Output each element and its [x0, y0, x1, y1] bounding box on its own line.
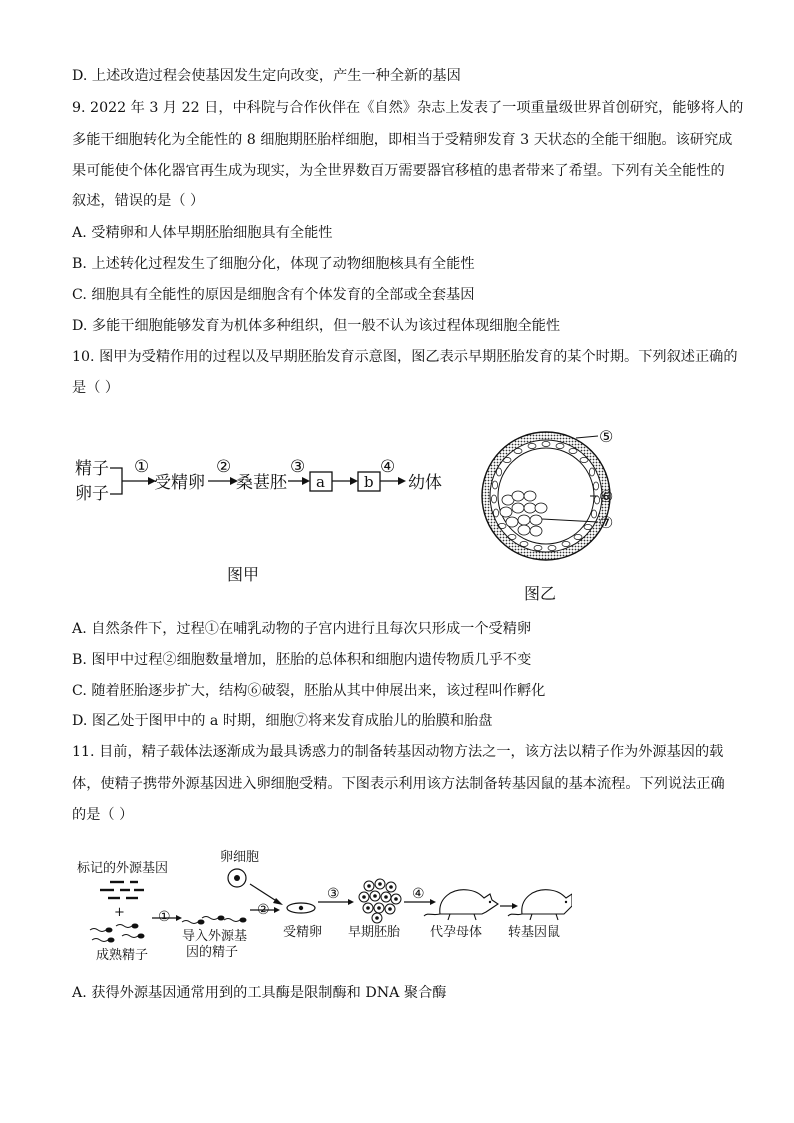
label-sperm: 精子: [75, 459, 109, 479]
label-zygote: 受精卵: [154, 473, 205, 493]
label-sperm-gene-1: 导入外源基: [182, 929, 248, 944]
arrow-q11-3-head: [348, 899, 354, 905]
label-sperm-gene-2: 因的精子: [186, 945, 239, 960]
box-b-label: b: [364, 473, 374, 491]
label-7: ⑦: [599, 513, 614, 532]
q9-option-c: C. 细胞具有全能性的原因是细胞含有个体发育的全部或全套基因: [72, 287, 475, 303]
arrow-q11-2-head: [274, 907, 280, 913]
q8-option-d: D. 上述改造过程会使基因发生定向改变，产生一种全新的基因: [72, 68, 461, 84]
q9-stem-line-3: 果可能使个体化器官再生成为现实，为全世界数百万需要器官移植的患者带来了希望。下列有关全能性的: [72, 163, 725, 179]
surrogate-mouse-icon: [424, 890, 498, 920]
q10-option-a: A. 自然条件下，过程①在哺乳动物的子宫内进行且每次只形成一个受精卵: [72, 621, 532, 637]
label-egg-cell: 卵细胞: [220, 850, 260, 865]
q9-stem-line-1: 9. 2022 年 3 月 22 日，中科院与合作伙伴在《自然》杂志上发表了一项重量级世界首创研究，能够将人的: [72, 100, 744, 116]
zygote-nucleus-icon: [299, 906, 303, 910]
q9-option-d: D. 多能干细胞能够发育为机体多种组织，但一般不认为该过程体现细胞全能性: [72, 318, 561, 334]
egg-nucleus-icon: [234, 875, 240, 881]
step-1-marker: ①: [134, 457, 150, 477]
q9-option-a: A. 受精卵和人体早期胚胎细胞具有全能性: [72, 225, 333, 241]
figure-q11-flow: [72, 846, 572, 962]
q10-stem-line-2: 是（ ）: [72, 380, 120, 396]
label-surrogate: 代孕母体: [430, 925, 483, 940]
caption-yi: 图乙: [524, 584, 557, 603]
label-mature-sperm: 成熟精子: [96, 948, 149, 962]
step-2-marker: ②: [216, 457, 232, 477]
step-q11-1: ①: [158, 909, 171, 925]
label-zygote-q11: 受精卵: [283, 925, 323, 940]
sperm-with-gene-icon: [182, 916, 246, 924]
label-morula: 桑葚胚: [236, 473, 287, 493]
q11-stem-line-2: 体，使精子携带外源基因进入卵细胞受精。下图表示利用该方法制备转基因鼠的基本流程。下列说法正确: [72, 776, 725, 792]
q9-stem-line-4: 叙述，错误的是（ ）: [72, 193, 205, 209]
box-a-label: a: [316, 473, 325, 491]
figure-jia: [70, 448, 450, 588]
gene-fragments-icon: [100, 882, 144, 898]
mature-sperm-icon: [90, 924, 144, 942]
figure-yi: [478, 416, 648, 608]
q11-stem-line-1: 11. 目前，精子载体法逐渐成为最具诱惑力的制备转基因动物方法之一，该方法以精子作为外源基因的载: [72, 744, 724, 760]
q9-stem-line-2: 多能干细胞转化为全能性的 8 细胞期胚胎样细胞，即相当于受精卵发育 3 天状态的全能干细胞。该研究成: [72, 132, 733, 148]
q11-option-a: A. 获得外源基因通常用到的工具酶是限制酶和 DNA 聚合酶: [72, 985, 447, 1001]
arrow-q11-1-head: [176, 915, 182, 921]
arrow-3-head: [302, 477, 310, 485]
step-q11-2: ②: [257, 902, 270, 918]
q11-stem-line-3: 的是（ ）: [72, 807, 134, 823]
label-young: 幼体: [408, 473, 442, 493]
merge-bracket: [110, 468, 122, 494]
label-5: ⑤: [599, 427, 614, 446]
transgenic-mouse-icon: [508, 890, 572, 920]
label-early-embryo: 早期胚胎: [348, 925, 401, 940]
plus-sign: +: [114, 905, 125, 920]
arrow-4-head: [398, 477, 406, 485]
label-transgenic: 转基因鼠: [508, 925, 561, 940]
surrogate-mouse-eye: [489, 901, 491, 903]
label-marked-gene: 标记的外源基因: [77, 861, 169, 876]
label-6: ⑥: [599, 487, 614, 506]
step-3-marker: ③: [290, 457, 306, 477]
arrow-q11-5-head: [512, 903, 518, 909]
transgenic-mouse-eye: [565, 901, 567, 903]
arrow-a-b-head: [350, 477, 358, 485]
step-q11-3: ③: [327, 886, 340, 902]
arrow-egg: [250, 884, 278, 902]
caption-jia: 图甲: [227, 565, 260, 584]
step-4-marker: ④: [380, 457, 396, 477]
q9-option-b: B. 上述转化过程发生了细胞分化，体现了动物细胞核具有全能性: [72, 256, 475, 272]
arrow-q11-4-head: [430, 899, 436, 905]
q10-stem-line-1: 10. 图甲为受精作用的过程以及早期胚胎发育示意图，图乙表示早期胚胎发育的某个时期。下列叙述正确的: [72, 349, 738, 365]
q10-option-c: C. 随着胚胎逐步扩大，结构⑥破裂，胚胎从其中伸展出来，该过程叫作孵化: [72, 683, 546, 699]
step-q11-4: ④: [412, 886, 425, 902]
pointer-5: [576, 436, 598, 438]
label-egg: 卵子: [75, 484, 109, 504]
q10-option-d: D. 图乙处于图甲中的 a 时期，细胞⑦将来发育成胎儿的胎膜和胎盘: [72, 713, 493, 729]
q10-option-b: B. 图甲中过程②细胞数量增加，胚胎的总体积和细胞内遗传物质几乎不变: [72, 652, 532, 668]
